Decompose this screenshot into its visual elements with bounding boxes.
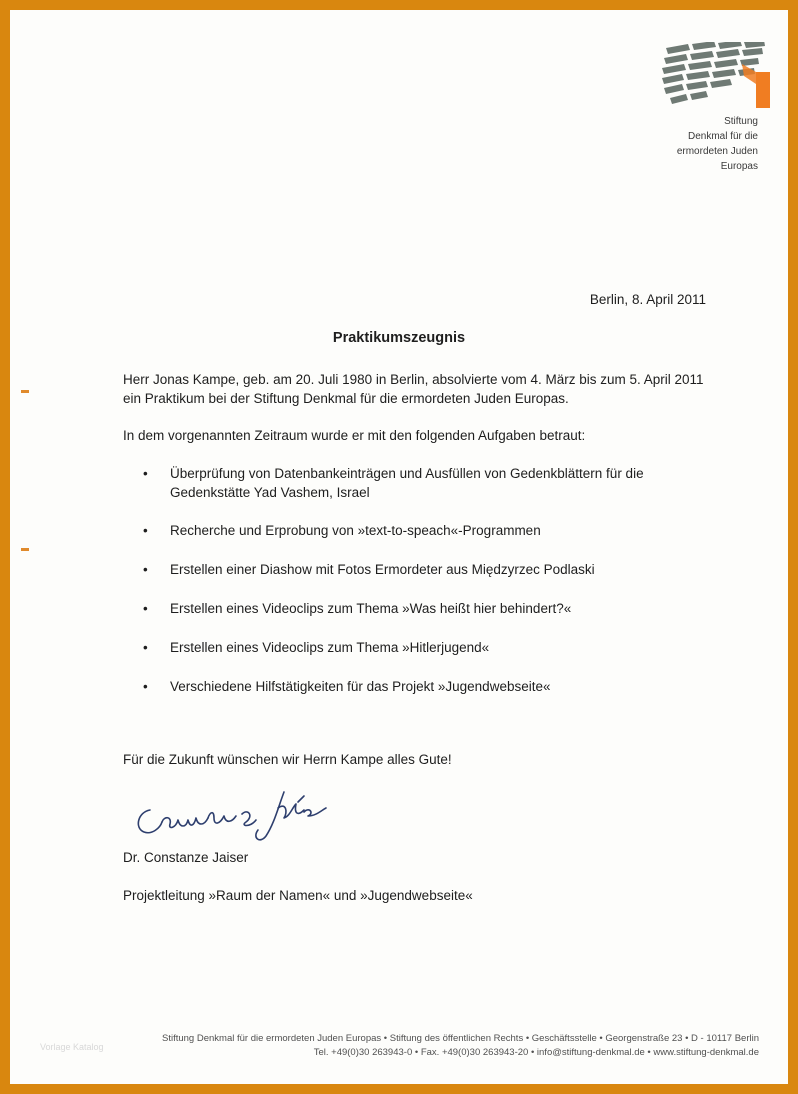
watermark: Vorlage Katalog xyxy=(40,1042,104,1052)
punch-hole-mark xyxy=(21,390,29,393)
memorial-stelae-logo-icon xyxy=(660,42,770,108)
intro-paragraph: Herr Jonas Kampe, geb. am 20. Juli 1980 in Berlin, absolvierte vom 4. März bis zum 5. April 2011 ein Praktikum bei der Stiftung Denkmal für die ermordeten Juden Europas. xyxy=(123,372,704,406)
handwritten-signature xyxy=(128,788,328,844)
org-line: ermordeten Juden xyxy=(676,146,758,157)
punch-hole-mark xyxy=(21,548,29,551)
org-line: Denkmal für die xyxy=(687,131,758,142)
bullet-icon: • xyxy=(143,523,148,538)
closing-sentence: Für die Zukunft wünschen wir Herrn Kampe alles Gute! xyxy=(123,752,452,767)
task-text: Erstellen eines Videoclips zum Thema »Was heißt hier behindert?« xyxy=(170,601,572,616)
task-text: Erstellen eines Videoclips zum Thema »Hitlerjugend« xyxy=(170,640,490,655)
task-text: Verschiedene Hilfstätigkeiten für das Projekt »Jugendwebseite« xyxy=(170,679,551,694)
bullet-icon: • xyxy=(143,640,148,655)
task-item xyxy=(143,521,703,540)
organization-name xyxy=(660,114,758,174)
bullet-icon: • xyxy=(143,466,148,481)
document-title: Praktikumszeugnis xyxy=(332,330,466,346)
bullet-icon: • xyxy=(143,562,148,577)
footer-address: Stiftung Denkmal für die ermordeten Juden Europas • Stiftung des öffentlichen Rechts • Geschäftsstelle • Georgenstraße 23 • D - 10117 Berlin xyxy=(162,1033,759,1044)
task-item xyxy=(143,464,703,502)
task-text: Überprüfung von Datenbankeinträgen und Ausfüllen von Gedenkblättern für die Gedenkstätte Yad Vashem, Israel xyxy=(170,466,644,500)
bullet-icon: • xyxy=(143,601,148,616)
org-line: Europas xyxy=(720,161,758,172)
letter-page xyxy=(10,10,788,1084)
task-text: Erstellen einer Diashow mit Fotos Ermordeter aus Międzyrzec Podlaski xyxy=(170,562,595,577)
footer-contact: Tel. +49(0)30 263943-0 • Fax. +49(0)30 263943-20 • info@stiftung-denkmal.de • www.stiftung-denkmal.de xyxy=(313,1047,759,1058)
signer-name: Dr. Constanze Jaiser xyxy=(123,850,249,865)
task-item xyxy=(143,560,703,579)
letter-date: Berlin, 8. April 2011 xyxy=(589,292,706,307)
task-item xyxy=(143,599,703,618)
signer-role: Projektleitung »Raum der Namen« und »Jugendwebseite« xyxy=(123,888,473,903)
task-list xyxy=(143,464,703,716)
letter-footer xyxy=(162,1032,759,1060)
task-text: Recherche und Erprobung von »text-to-speach«-Programmen xyxy=(170,523,541,538)
tasks-lead-sentence: In dem vorgenannten Zeitraum wurde er mit den folgenden Aufgaben betraut: xyxy=(123,428,586,443)
org-line: Stiftung xyxy=(724,116,758,127)
bullet-icon: • xyxy=(143,679,148,694)
task-item xyxy=(143,638,703,657)
task-item xyxy=(143,677,703,696)
